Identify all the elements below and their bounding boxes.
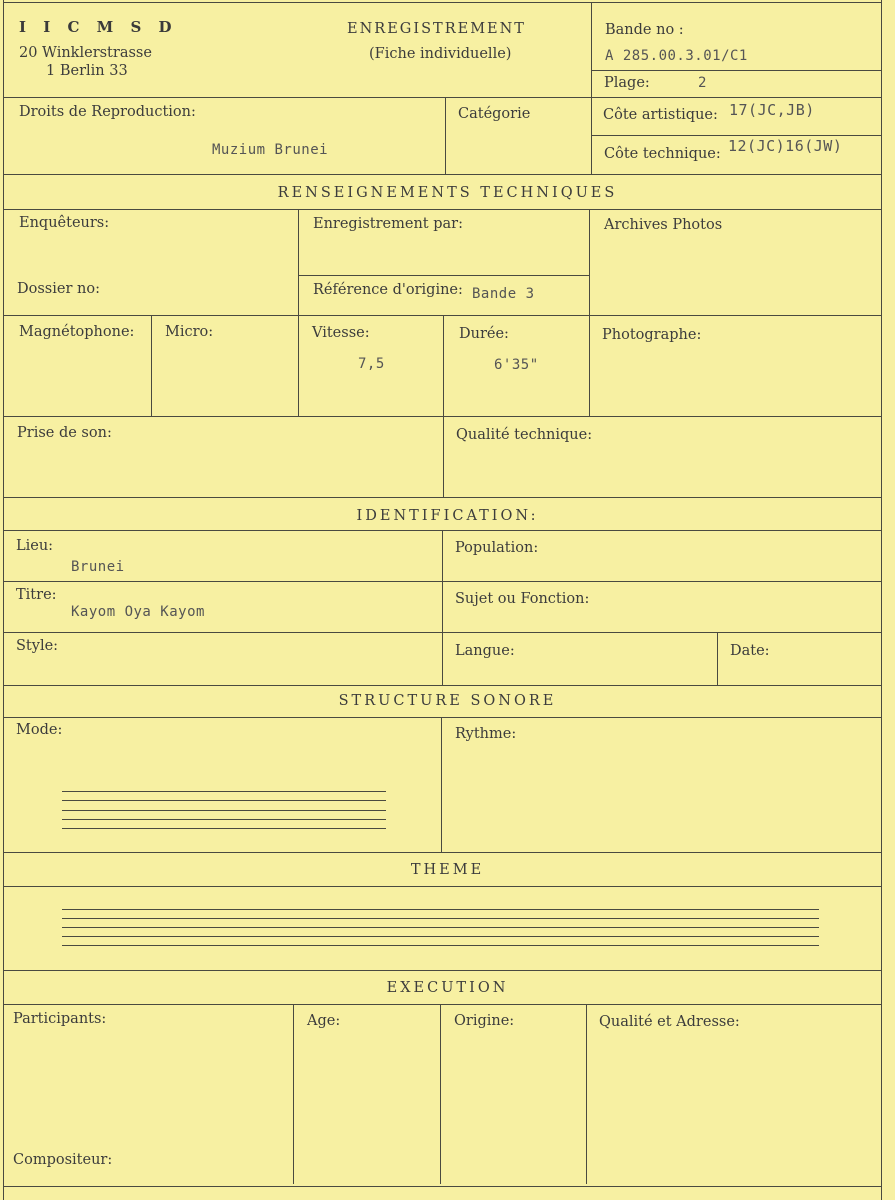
staff-line (62, 909, 819, 910)
divider (3, 852, 882, 853)
divider (3, 632, 882, 633)
duree-value: 6'35" (494, 357, 539, 373)
rythme-label: Rythme: (455, 726, 517, 742)
qualite-technique-label: Qualité technique: (456, 427, 593, 443)
micro-label: Micro: (165, 324, 214, 340)
origine-label: Origine: (454, 1013, 515, 1029)
section-identification-title: IDENTIFICATION: (356, 508, 539, 524)
address-line2: 1 Berlin 33 (46, 63, 128, 79)
staff-line (62, 918, 819, 919)
frame-right (881, 0, 882, 1200)
divider (440, 1004, 441, 1184)
vitesse-value: 7,5 (358, 356, 385, 372)
style-label: Style: (16, 638, 59, 654)
section-technical-title: RENSEIGNEMENTS TECHNIQUES (277, 185, 618, 201)
divider (3, 497, 882, 498)
section-theme-title: THEME (410, 862, 485, 878)
staff-line (62, 936, 819, 937)
divider (298, 209, 299, 315)
cote-technique-label: Côte technique: (604, 146, 721, 162)
divider (298, 315, 299, 416)
titre-value: Kayom Oya Kayom (71, 604, 205, 620)
divider (3, 97, 882, 98)
droits-value: Muzium Brunei (212, 142, 329, 158)
categorie-label: Catégorie (458, 106, 531, 122)
staff-line (62, 810, 386, 811)
staff-line (62, 927, 819, 928)
magnetophone-label: Magnétophone: (19, 324, 135, 340)
archives-photos-label: Archives Photos (604, 217, 723, 233)
divider (589, 315, 590, 416)
qualite-adresse-label: Qualité et Adresse: (599, 1014, 740, 1030)
divider (151, 315, 152, 416)
divider (3, 970, 882, 971)
divider (293, 1004, 294, 1184)
divider (589, 209, 590, 315)
divider (586, 1004, 587, 1184)
divider (3, 174, 882, 175)
divider (3, 717, 882, 718)
divider (3, 209, 882, 210)
divider (441, 717, 442, 852)
photographe-label: Photographe: (602, 327, 702, 343)
cote-artistique-value: 17(JC,JB) (729, 101, 815, 119)
divider (3, 886, 882, 887)
frame-left (3, 0, 4, 1200)
divider (717, 632, 718, 685)
age-label: Age: (307, 1013, 341, 1029)
enregistrement-par-label: Enregistrement par: (313, 216, 463, 232)
prise-de-son-label: Prise de son: (17, 425, 112, 441)
dossier-label: Dossier no: (17, 281, 100, 297)
compositeur-label: Compositeur: (13, 1152, 113, 1168)
staff-line (62, 791, 386, 792)
staff-line (62, 819, 386, 820)
address-line1: 20 Winklerstrasse (19, 45, 152, 61)
staff-line (62, 945, 819, 946)
reference-label: Référence d'origine: (313, 282, 463, 298)
form-title: ENREGISTREMENT (347, 21, 526, 37)
mode-label: Mode: (16, 722, 63, 738)
form-subtitle: (Fiche individuelle) (369, 46, 512, 62)
frame-top (3, 2, 882, 3)
org-logo: I I C M S D (19, 18, 178, 36)
duree-label: Durée: (459, 326, 509, 342)
divider (3, 581, 882, 582)
reference-value: Bande 3 (472, 286, 535, 302)
divider (298, 275, 589, 276)
divider (442, 530, 443, 685)
bande-label: Bande no : (605, 22, 684, 38)
divider (591, 70, 882, 71)
plage-value: 2 (698, 75, 707, 91)
titre-label: Titre: (16, 587, 57, 603)
bande-value: A 285.00.3.01/C1 (605, 48, 748, 64)
section-execution-title: EXECUTION (386, 980, 509, 996)
divider (3, 416, 882, 417)
lieu-value: Brunei (71, 559, 125, 575)
divider (591, 2, 592, 174)
divider (3, 1004, 882, 1005)
section-structure-title: STRUCTURE SONORE (338, 693, 557, 709)
vitesse-label: Vitesse: (312, 325, 370, 341)
enqueteurs-label: Enquêteurs: (19, 215, 110, 231)
sujet-fonction-label: Sujet ou Fonction: (455, 591, 590, 607)
participants-label: Participants: (13, 1011, 107, 1027)
divider (443, 315, 444, 498)
droits-label: Droits de Reproduction: (19, 104, 196, 120)
divider (3, 685, 882, 686)
date-label: Date: (730, 643, 770, 659)
cote-technique-value: 12(JC)16(JW) (728, 137, 843, 155)
divider (3, 1186, 882, 1187)
cote-artistique-label: Côte artistique: (603, 107, 718, 123)
staff-line (62, 800, 386, 801)
langue-label: Langue: (455, 643, 515, 659)
population-label: Population: (455, 540, 539, 556)
divider (445, 97, 446, 174)
plage-label: Plage: (604, 75, 650, 91)
lieu-label: Lieu: (16, 538, 54, 554)
staff-line (62, 828, 386, 829)
